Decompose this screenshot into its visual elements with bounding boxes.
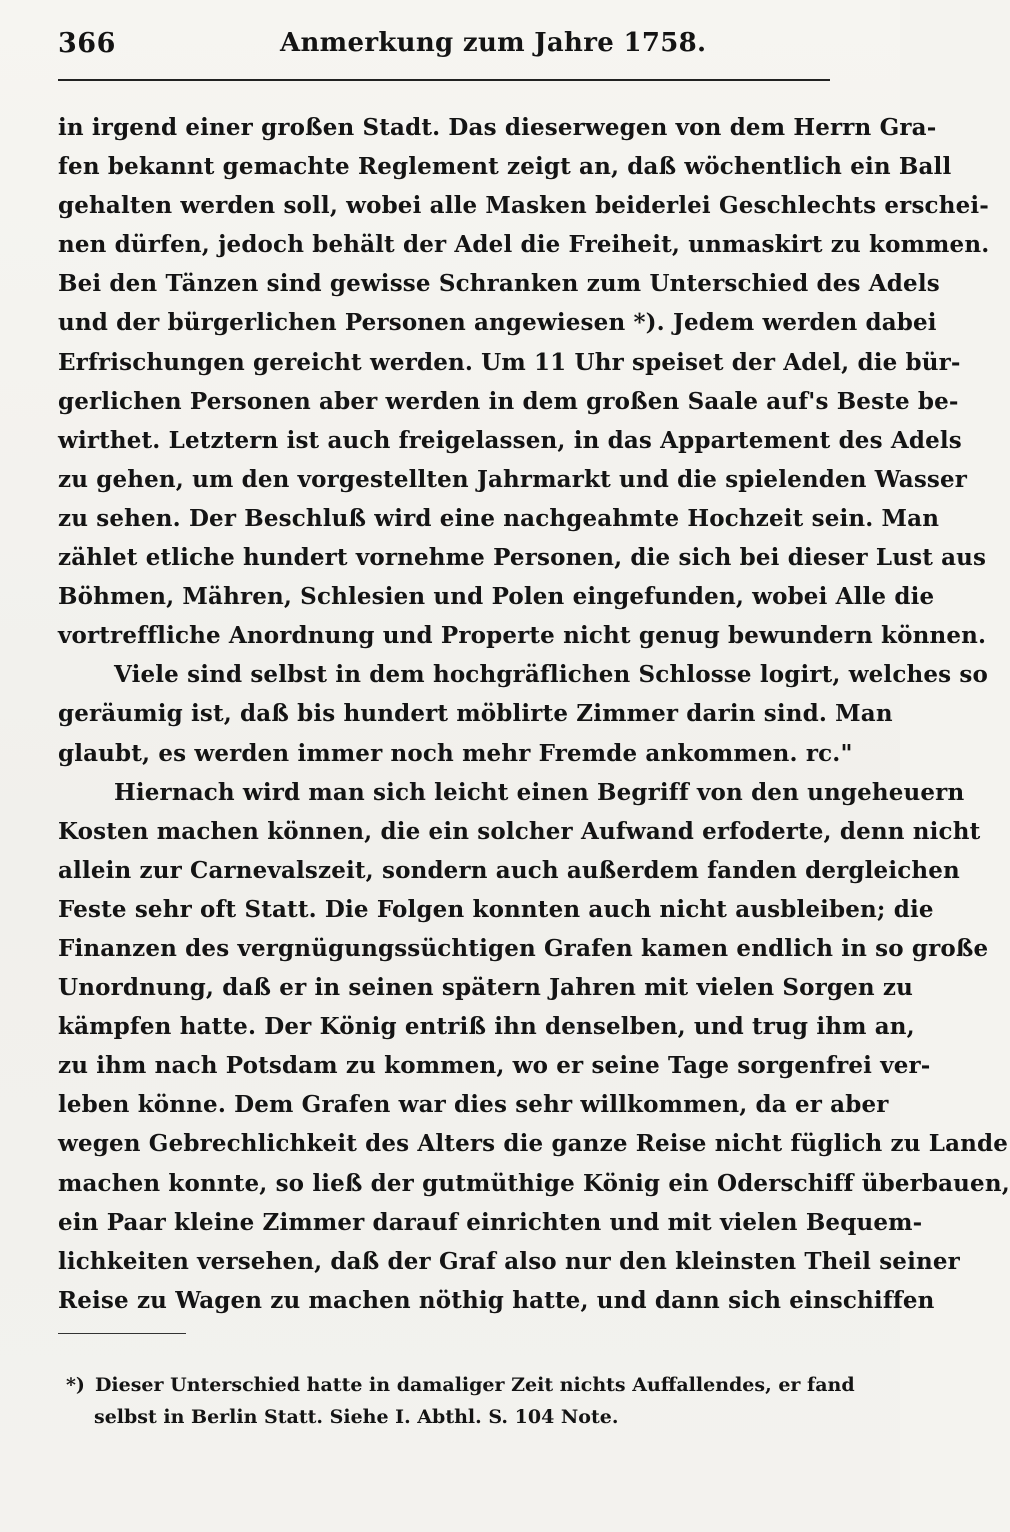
text-line: gehalten werden soll, wobei alle Masken beiderlei Geschlechts erschei- bbox=[58, 192, 989, 220]
text-line: ein Paar kleine Zimmer darauf einrichten und mit vielen Bequem- bbox=[58, 1208, 923, 1236]
text-line: Erfrischungen gereicht werden. Um 11 Uhr speiset der Adel, die bür- bbox=[58, 348, 961, 376]
text-line: allein zur Carnevalszeit, sondern auch außerdem fanden dergleichen bbox=[58, 856, 960, 884]
text-line: und der bürgerlichen Personen angewiesen *). Jedem werden dabei bbox=[58, 309, 937, 337]
footnote-text: Dieser Unterschied hatte in damaliger Zeit nichts Auffallendes, er fand bbox=[94, 1374, 855, 1396]
text-line: zu ihm nach Potsdam zu kommen, wo er seine Tage sorgenfrei ver- bbox=[58, 1052, 931, 1080]
footnote bbox=[58, 1369, 855, 1433]
running-title: Anmerkung zum Jahre 1758. bbox=[280, 28, 707, 58]
footnote-line: selbst in Berlin Statt. Siehe I. Abthl. S. 104 Note. bbox=[94, 1406, 619, 1428]
text-line: zählet etliche hundert vornehme Personen, die sich bei dieser Lust aus bbox=[58, 544, 987, 572]
footnote-rule bbox=[58, 1333, 186, 1334]
text-line: Feste sehr oft Statt. Die Folgen konnten auch nicht ausbleiben; die bbox=[58, 895, 934, 923]
text-line: wegen Gebrechlichkeit des Alters die ganze Reise nicht füglich zu Lande bbox=[58, 1130, 1009, 1158]
header-rule bbox=[58, 79, 830, 81]
text-line: Finanzen des vergnügungssüchtigen Grafen kamen endlich in so große bbox=[58, 934, 989, 962]
footnote-line bbox=[58, 1369, 855, 1401]
text-line: zu sehen. Der Beschluß wird eine nachgeahmte Hochzeit sein. Man bbox=[58, 504, 940, 532]
page-header bbox=[58, 28, 828, 68]
text-line: Hiernach wird man sich leicht einen Begriff von den ungeheuern bbox=[114, 778, 965, 806]
body-text bbox=[58, 108, 1010, 1320]
text-line: lichkeiten versehen, daß der Graf also nur den kleinsten Theil seiner bbox=[58, 1247, 960, 1275]
text-line: in irgend einer großen Stadt. Das dieserwegen von dem Herrn Gra- bbox=[58, 114, 937, 141]
text-line: wirthet. Letztern ist auch freigelassen, in das Appartement des Adels bbox=[58, 426, 962, 454]
text-line: Böhmen, Mähren, Schlesien und Polen eingefunden, wobei Alle die bbox=[58, 583, 935, 611]
text-line: gerlichen Personen aber werden in dem großen Saale auf's Beste be- bbox=[58, 387, 959, 415]
text-line: kämpfen hatte. Der König entriß ihn denselben, und trug ihm an, bbox=[58, 1013, 915, 1041]
footnote-marker: *) bbox=[66, 1374, 85, 1396]
text-line: Bei den Tänzen sind gewisse Schranken zum Unterschied des Adels bbox=[58, 270, 940, 298]
text-line: glaubt, es werden immer noch mehr Fremde ankommen. rc." bbox=[58, 739, 853, 767]
text-line: leben könne. Dem Grafen war dies sehr willkommen, da er aber bbox=[58, 1091, 889, 1119]
text-line: vortreffliche Anordnung und Properte nicht genug bewundern können. bbox=[58, 622, 987, 650]
page-number: 366 bbox=[58, 28, 116, 59]
text-line: Kosten machen können, die ein solcher Aufwand erfoderte, denn nicht bbox=[58, 817, 981, 845]
text-line: nen dürfen, jedoch behält der Adel die Freiheit, unmaskirt zu kommen. bbox=[58, 231, 990, 259]
text-line: Unordnung, daß er in seinen spätern Jahren mit vielen Sorgen zu bbox=[58, 974, 913, 1002]
text-line: machen konnte, so ließ der gutmüthige König ein Oderschiff überbauen, bbox=[58, 1169, 1010, 1197]
text-line: geräumig ist, daß bis hundert möblirte Zimmer darin sind. Man bbox=[58, 700, 893, 728]
text-line: fen bekannt gemachte Reglement zeigt an, daß wöchentlich ein Ball bbox=[58, 153, 952, 181]
text-line: Viele sind selbst in dem hochgräflichen Schlosse logirt, welches so bbox=[114, 661, 988, 689]
text-line: Reise zu Wagen zu machen nöthig hatte, und dann sich einschiffen bbox=[58, 1286, 935, 1314]
text-line: zu gehen, um den vorgestellten Jahrmarkt und die spielenden Wasser bbox=[58, 465, 968, 493]
